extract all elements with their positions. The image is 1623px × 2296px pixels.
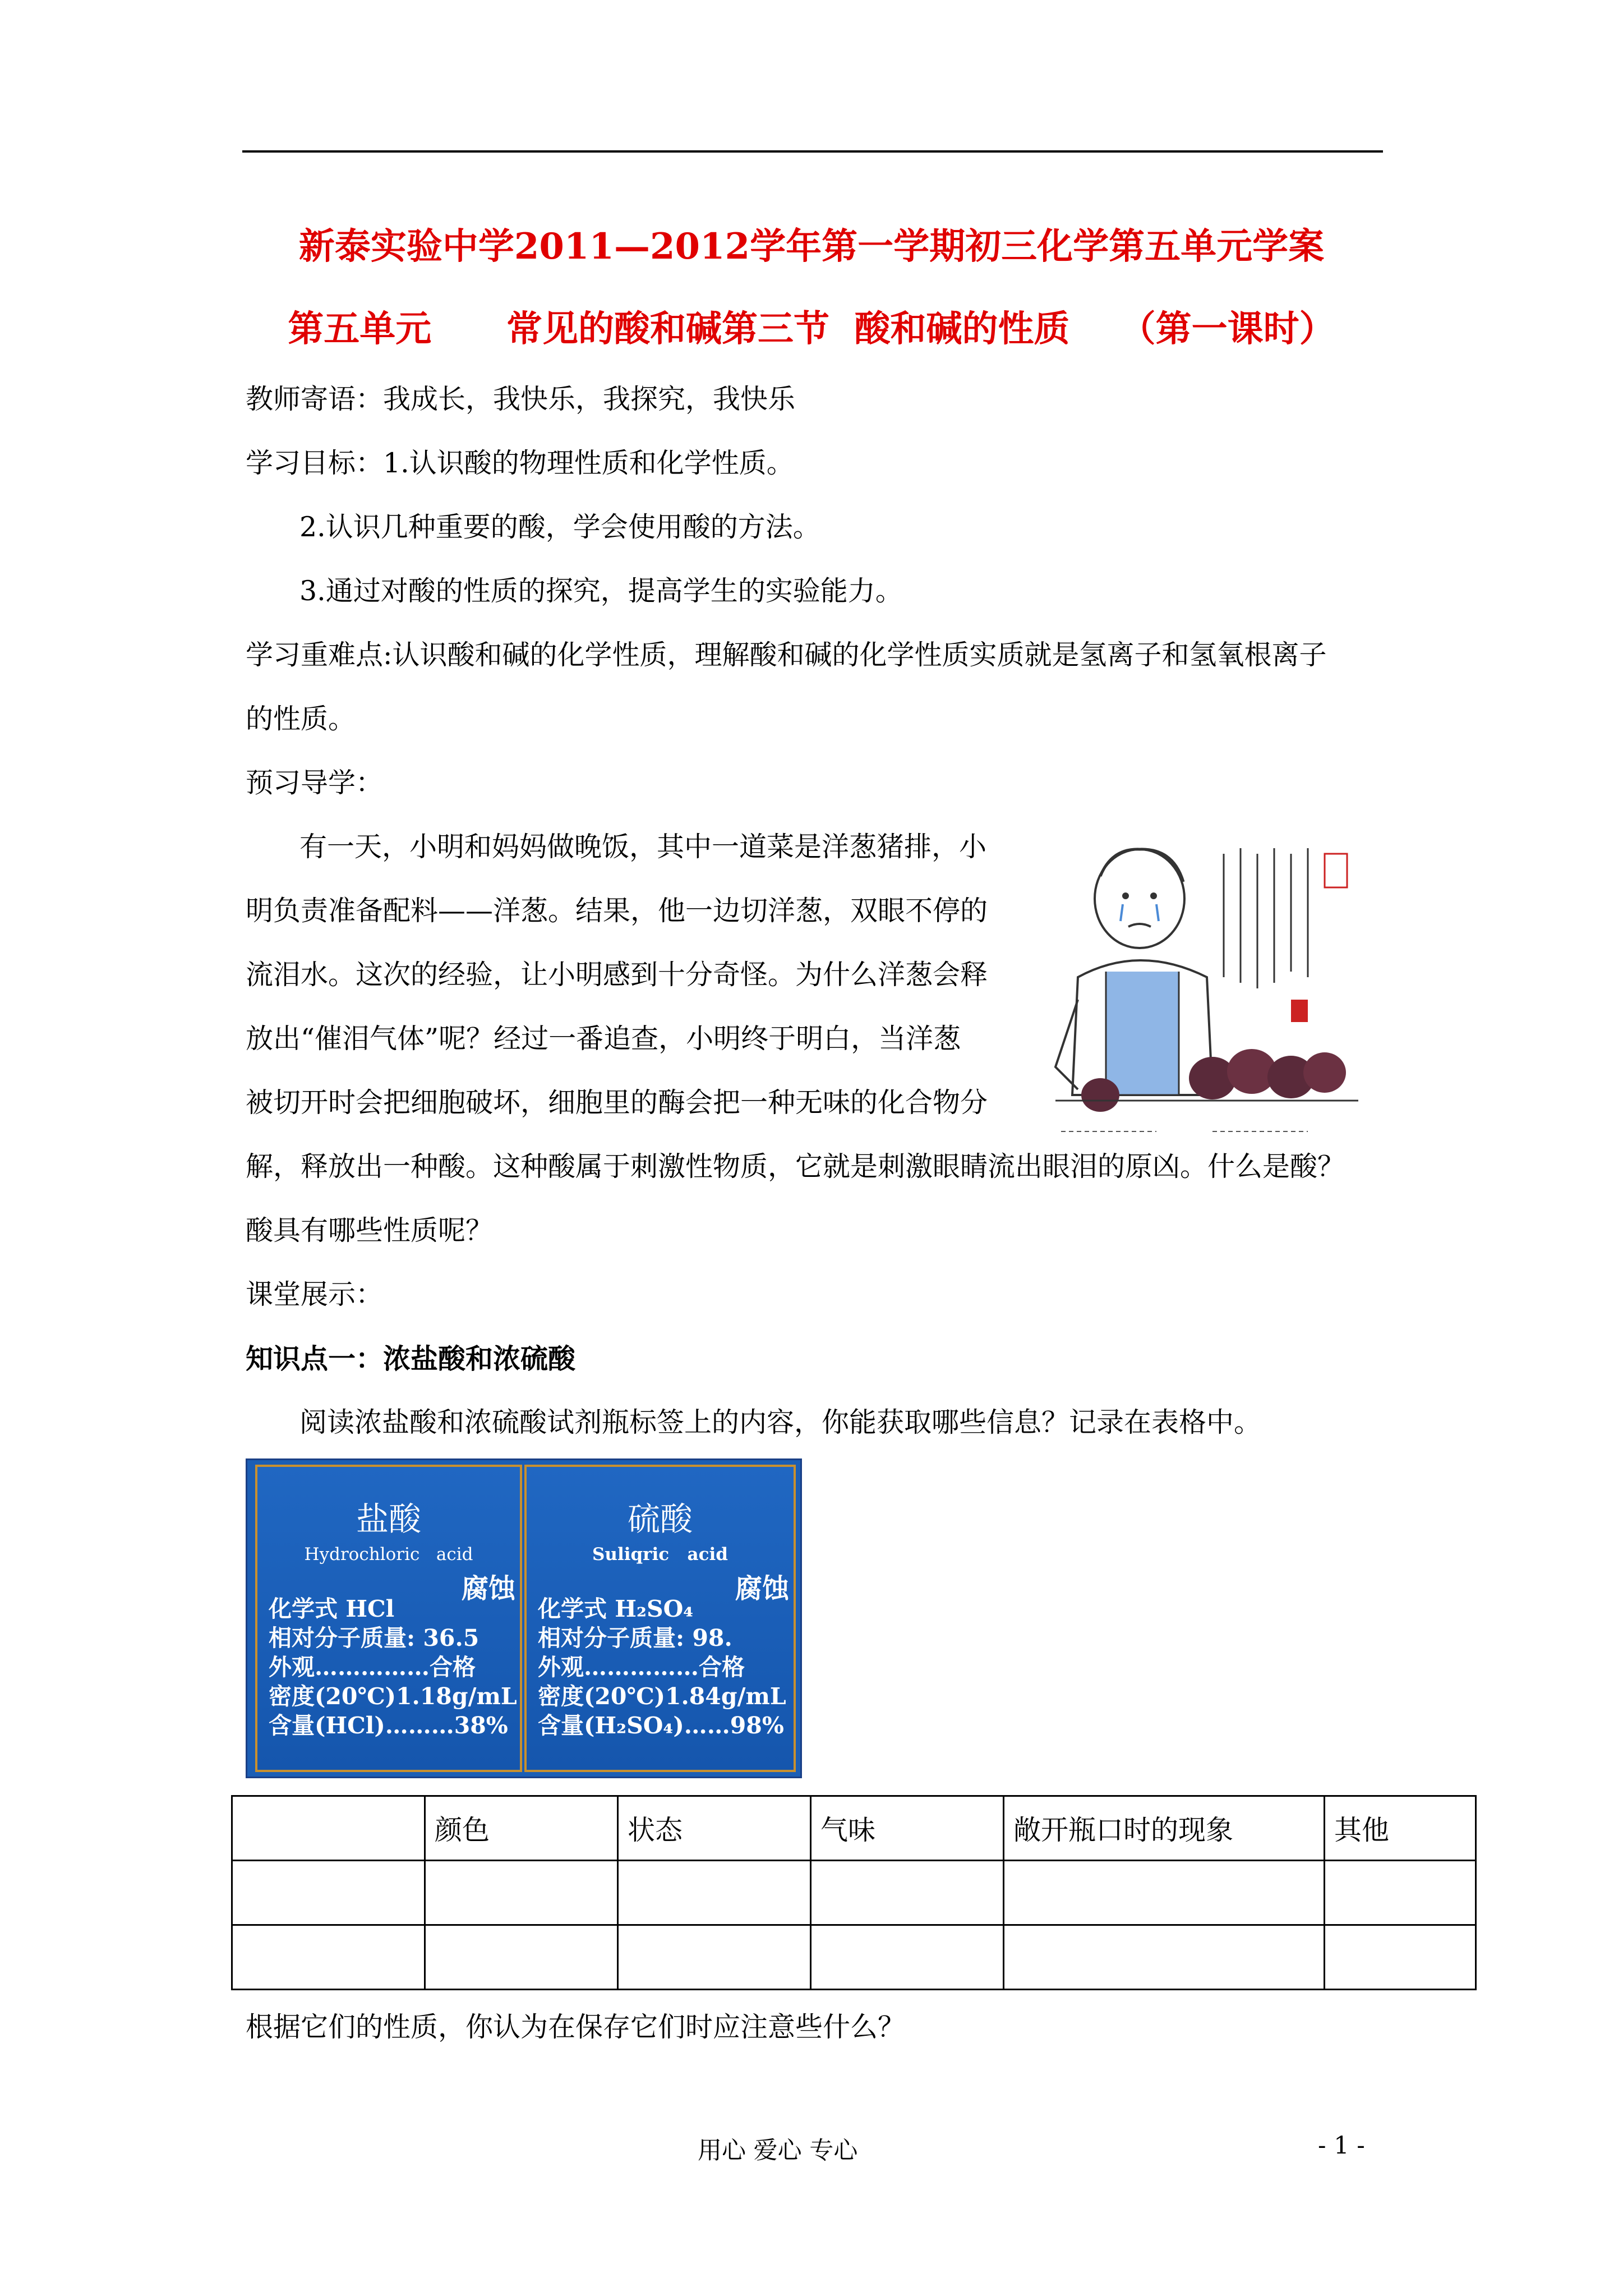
corrosive-mark: 腐蚀	[735, 1573, 789, 1604]
key-points-cont: 的性质。	[246, 703, 356, 735]
goal-3: 3.通过对酸的性质的探究，提高学生的实验能力。	[299, 575, 903, 607]
section-title: 第五单元 常见的酸和碱第三节 酸和碱的性质 （第一课时）	[288, 308, 1335, 350]
hcl-english: Hydrochloric acid	[304, 1544, 473, 1565]
h2so4-content: 含量(H₂SO₄)……98%	[538, 1712, 784, 1739]
preview-heading: 预习导学：	[246, 767, 384, 799]
onion-cartoon-illustration	[1044, 831, 1362, 1141]
hcl-name: 盐酸	[356, 1500, 421, 1538]
page-title: 新泰实验中学2011—2012学年第一学期初三化学第五单元学案	[298, 226, 1325, 268]
goal-1: 学习目标：1.认识酸的物理性质和化学性质。	[246, 447, 794, 479]
class-heading: 课堂展示：	[246, 1278, 384, 1310]
table-header-cell: 敞开瓶口时的现象	[1004, 1796, 1325, 1861]
story-line: 被切开时会把细胞破坏，细胞里的酶会把一种无味的化合物分	[246, 1087, 988, 1119]
hcl-label	[255, 1465, 522, 1772]
table-cell[interactable]	[1004, 1925, 1325, 1990]
header-rule	[242, 150, 1383, 153]
table-header-row	[232, 1796, 1476, 1861]
instruction: 阅读浓盐酸和浓硫酸试剂瓶标签上的内容，你能获取哪些信息？记录在表格中。	[299, 1406, 1262, 1438]
h2so4-appearance: 外观……………合格	[538, 1654, 745, 1681]
table-header-cell: 颜色	[425, 1796, 618, 1861]
table-header-cell: 其他	[1325, 1796, 1476, 1861]
table-cell[interactable]	[1004, 1861, 1325, 1925]
hcl-appearance: 外观……………合格	[269, 1654, 476, 1681]
table-header-cell: 气味	[811, 1796, 1004, 1861]
story-line: 明负责准备配料——洋葱。结果，他一边切洋葱，双眼不停的	[246, 895, 988, 927]
page-number: - 1 -	[1318, 2132, 1365, 2160]
h2so4-label	[524, 1465, 796, 1772]
story-line: 解，释放出一种酸。这种酸属于刺激性物质，它就是刺激眼睛流出眼泪的原凶。什么是酸？	[246, 1151, 1345, 1182]
h2so4-density: 密度(20℃)1.84g/mL	[538, 1683, 786, 1710]
table-row	[232, 1861, 1476, 1925]
h2so4-formula: 化学式 H₂SO₄	[538, 1595, 694, 1622]
table-header-cell	[232, 1796, 425, 1861]
hcl-mass: 相对分子质量: 36.5	[269, 1625, 479, 1651]
h2so4-mass: 相对分子质量: 98.	[538, 1625, 732, 1651]
key-points: 学习重难点:认识酸和碱的化学性质，理解酸和碱的化学性质实质就是氢离子和氢氧根离子	[246, 639, 1327, 671]
table-cell[interactable]	[425, 1925, 618, 1990]
table-cell[interactable]	[232, 1925, 425, 1990]
teacher-words: 教师寄语：我成长，我快乐，我探究，我快乐	[246, 383, 796, 415]
h2so4-name: 硫酸	[627, 1500, 693, 1538]
record-table	[231, 1795, 1477, 1990]
knowledge-point-heading: 知识点一：浓盐酸和浓硫酸	[246, 1342, 576, 1375]
table-cell[interactable]	[1325, 1925, 1476, 1990]
hcl-content: 含量(HCl)………38%	[269, 1712, 508, 1739]
corrosive-mark: 腐蚀	[461, 1573, 515, 1604]
story-line: 有一天，小明和妈妈做晚饭，其中一道菜是洋葱猪排，小	[299, 831, 987, 863]
hcl-density: 密度(20℃)1.18g/mL	[269, 1683, 517, 1710]
table-header-cell: 状态	[618, 1796, 811, 1861]
goal-2: 2.认识几种重要的酸，学会使用酸的方法。	[299, 511, 820, 543]
hcl-formula: 化学式 HCl	[269, 1595, 395, 1622]
story-line: 酸具有哪些性质呢？	[246, 1214, 494, 1246]
table-cell[interactable]	[232, 1861, 425, 1925]
reagent-labels-image	[246, 1458, 802, 1778]
table-row	[232, 1925, 1476, 1990]
table-cell[interactable]	[1325, 1861, 1476, 1925]
h2so4-english: Suliqric acid	[592, 1544, 728, 1565]
footer-motto: 用心 爱心 专心	[698, 2137, 858, 2165]
story-line: 放出“催泪气体”呢？经过一番追查，小明终于明白，当洋葱	[246, 1023, 961, 1055]
story-line: 流泪水。这次的经验，让小明感到十分奇怪。为什么洋葱会释	[246, 959, 988, 991]
table-cell[interactable]	[811, 1925, 1004, 1990]
storage-question: 根据它们的性质，你认为在保存它们时应注意些什么？	[246, 2011, 906, 2043]
table-cell[interactable]	[425, 1861, 618, 1925]
table-cell[interactable]	[618, 1925, 811, 1990]
table-cell[interactable]	[811, 1861, 1004, 1925]
table-cell[interactable]	[618, 1861, 811, 1925]
